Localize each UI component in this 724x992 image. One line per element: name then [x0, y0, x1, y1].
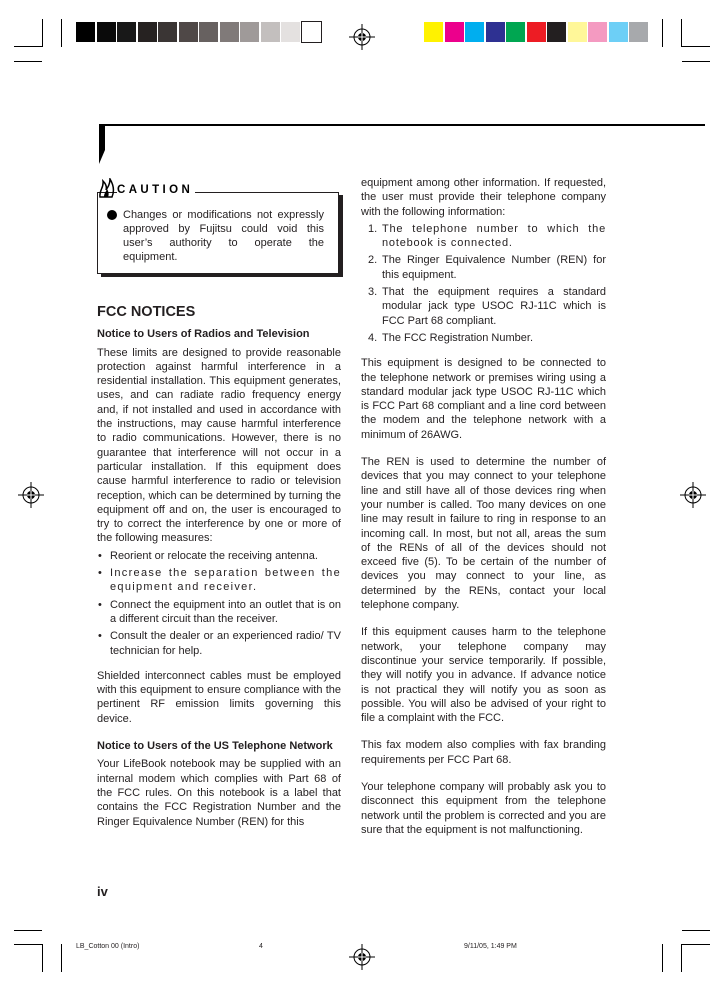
color-swatch: [568, 22, 587, 42]
list-item: [361, 253, 606, 282]
crop-mark: [61, 944, 62, 972]
list-number: 4.: [368, 331, 378, 344]
paragraph: Your telephone company will probably ask you to disconnect this equipment from the telephone network until the problem is corrected and you are sure that the equipment is not malfunctioning.: [361, 780, 606, 836]
slug-date: 9/11/05, 1:49 PM: [464, 943, 517, 950]
crop-mark: [682, 46, 710, 47]
information-list: [361, 222, 606, 345]
grayscale-color-bar: [76, 22, 322, 42]
crop-mark: [14, 61, 42, 62]
color-swatch: [179, 22, 198, 42]
color-swatch: [261, 22, 280, 42]
right-column: [361, 176, 606, 837]
section-heading: FCC NOTICES: [97, 304, 196, 320]
paragraph: The REN is used to determine the number of devices that you may connect to your telephone line and still have all of those devices ring when your number is called. Too many devices on one line may result in failure to ring in response to an incoming call. In most, but not all, areas the sum of the RENs of all of the devices should not exceed five (5). To be certain of the number of devices you may connect to your line, as determined by the RENs, contact your local telephone company.: [361, 456, 606, 612]
color-swatch: [302, 22, 321, 42]
color-swatch: [220, 22, 239, 42]
color-swatch: [158, 22, 177, 42]
left-column: [97, 305, 341, 829]
color-swatch: [588, 22, 607, 42]
crop-mark: [662, 944, 663, 972]
list-item: [361, 285, 606, 328]
crop-mark: [61, 19, 62, 47]
paragraph: This fax modem also complies with fax branding requirements per FCC Part 68.: [361, 739, 606, 766]
color-swatch: [281, 22, 300, 42]
list-item: • Increase the separation between the equipment and receiver.: [97, 566, 341, 595]
list-text: The telephone number to which the notebook is connected.: [382, 222, 606, 250]
list-item: [361, 222, 606, 251]
color-swatch: [527, 22, 546, 42]
paragraph: equipment among other information. If requested, the user must provide their telephone company with the following information:: [361, 177, 606, 218]
crop-mark: [681, 944, 682, 972]
crop-mark: [14, 930, 42, 931]
caution-title: CAUTION: [117, 184, 194, 196]
color-swatch: [97, 22, 116, 42]
list-text: The FCC Registration Number.: [382, 331, 533, 344]
subheading-radio-tv: Notice to Users of Radios and Television: [97, 328, 310, 341]
color-swatch: [506, 22, 525, 42]
slug-page: 4: [259, 943, 263, 950]
subheading-telephone-network: Notice to Users of the US Telephone Network: [97, 740, 333, 753]
caution-text: Changes or modifications not expressly approved by Fujitsu could void this user’s authority to operate the equipment.: [123, 209, 324, 263]
color-swatch: [117, 22, 136, 42]
caution-bullet-icon: [107, 210, 117, 220]
header-rule: [99, 124, 705, 126]
paragraph: Your LifeBook notebook may be supplied with an internal modem which complies with Part 68 of the FCC rules. On this notebook is a label that contains the FCC Registration Number and the Ringer Equivalence Number (REN) for this: [97, 758, 341, 828]
list-text: That the equipment requires a standard modular jack type USOC RJ-11C which is FCC Part 68 compliant.: [382, 286, 606, 327]
measures-list: [97, 549, 341, 658]
paragraph: These limits are designed to provide reasonable protection against harmful interference in a residential installation. This equipment generates, uses, and can radiate radio frequency energy and, if not installed and used in accordance with the instructions, may cause harmful interference to radio communications. However, there is no guarantee that interference will not occur in a particular installation. If this equipment does cause harmful interference to radio or television reception, which can be determined by turning the equipment off and on, the user is encouraged to try to correct the interference by one or more of the following measures:: [97, 346, 341, 545]
list-item: • Reorient or relocate the receiving antenna.: [97, 549, 341, 563]
crop-mark: [682, 944, 710, 945]
paragraph: If this equipment causes harm to the telephone network, your telephone company may discontinue your service temporarily. If possible, they will notify you in advance. If advance notice is not practical they will notify you as soon as possible. You will also be advised of your right to file a complaint with the FCC.: [361, 626, 606, 725]
color-swatch: [629, 22, 648, 42]
registration-mark-icon: [18, 482, 44, 508]
list-number: 1.: [368, 222, 378, 235]
list-item: • Consult the dealer or an experienced radio/ TV technician for help.: [97, 629, 341, 658]
color-swatch: [547, 22, 566, 42]
header-tab-icon: [99, 124, 107, 164]
color-swatch: [76, 22, 95, 42]
list-number: 3.: [368, 286, 378, 299]
color-swatch: [486, 22, 505, 42]
crop-mark: [14, 944, 42, 945]
color-swatch: [199, 22, 218, 42]
crop-mark: [682, 61, 710, 62]
paragraph: Shielded interconnect cables must be employed with this equipment to ensure compliance with the pertinent RF emission limits governing this device.: [97, 669, 341, 725]
crop-mark: [14, 46, 42, 47]
color-swatch: [609, 22, 628, 42]
registration-mark-icon: [349, 944, 375, 970]
registration-mark-icon: [680, 482, 706, 508]
list-item: • Connect the equipment into an outlet that is on a different circuit than the receiver.: [97, 598, 341, 627]
crop-mark: [42, 944, 43, 972]
crop-mark: [681, 19, 682, 47]
crop-mark: [682, 930, 710, 931]
crop-mark: [662, 19, 663, 47]
color-swatch: [465, 22, 484, 42]
caution-flame-icon: [98, 178, 116, 198]
paragraph: This equipment is designed to be connected to the telephone network or premises wiring using a standard modular jack type USOC RJ-11C which is FCC Part 68 compliant and a line cord between the modem and the telephone network with a minimum of 26AWG.: [361, 357, 606, 441]
list-item: [361, 331, 606, 345]
list-text: The Ringer Equivalence Number (REN) for this equipment.: [382, 254, 606, 281]
color-swatch: [445, 22, 464, 42]
color-swatch: [138, 22, 157, 42]
registration-mark-icon: [349, 24, 375, 50]
color-swatch: [424, 22, 443, 42]
color-swatch: [240, 22, 259, 42]
page-number: iv: [97, 884, 108, 899]
process-color-bar: [424, 22, 650, 42]
list-number: 2.: [368, 254, 378, 267]
slug-filename: LB_Cotton 00 (Intro): [76, 943, 140, 950]
crop-mark: [42, 19, 43, 47]
